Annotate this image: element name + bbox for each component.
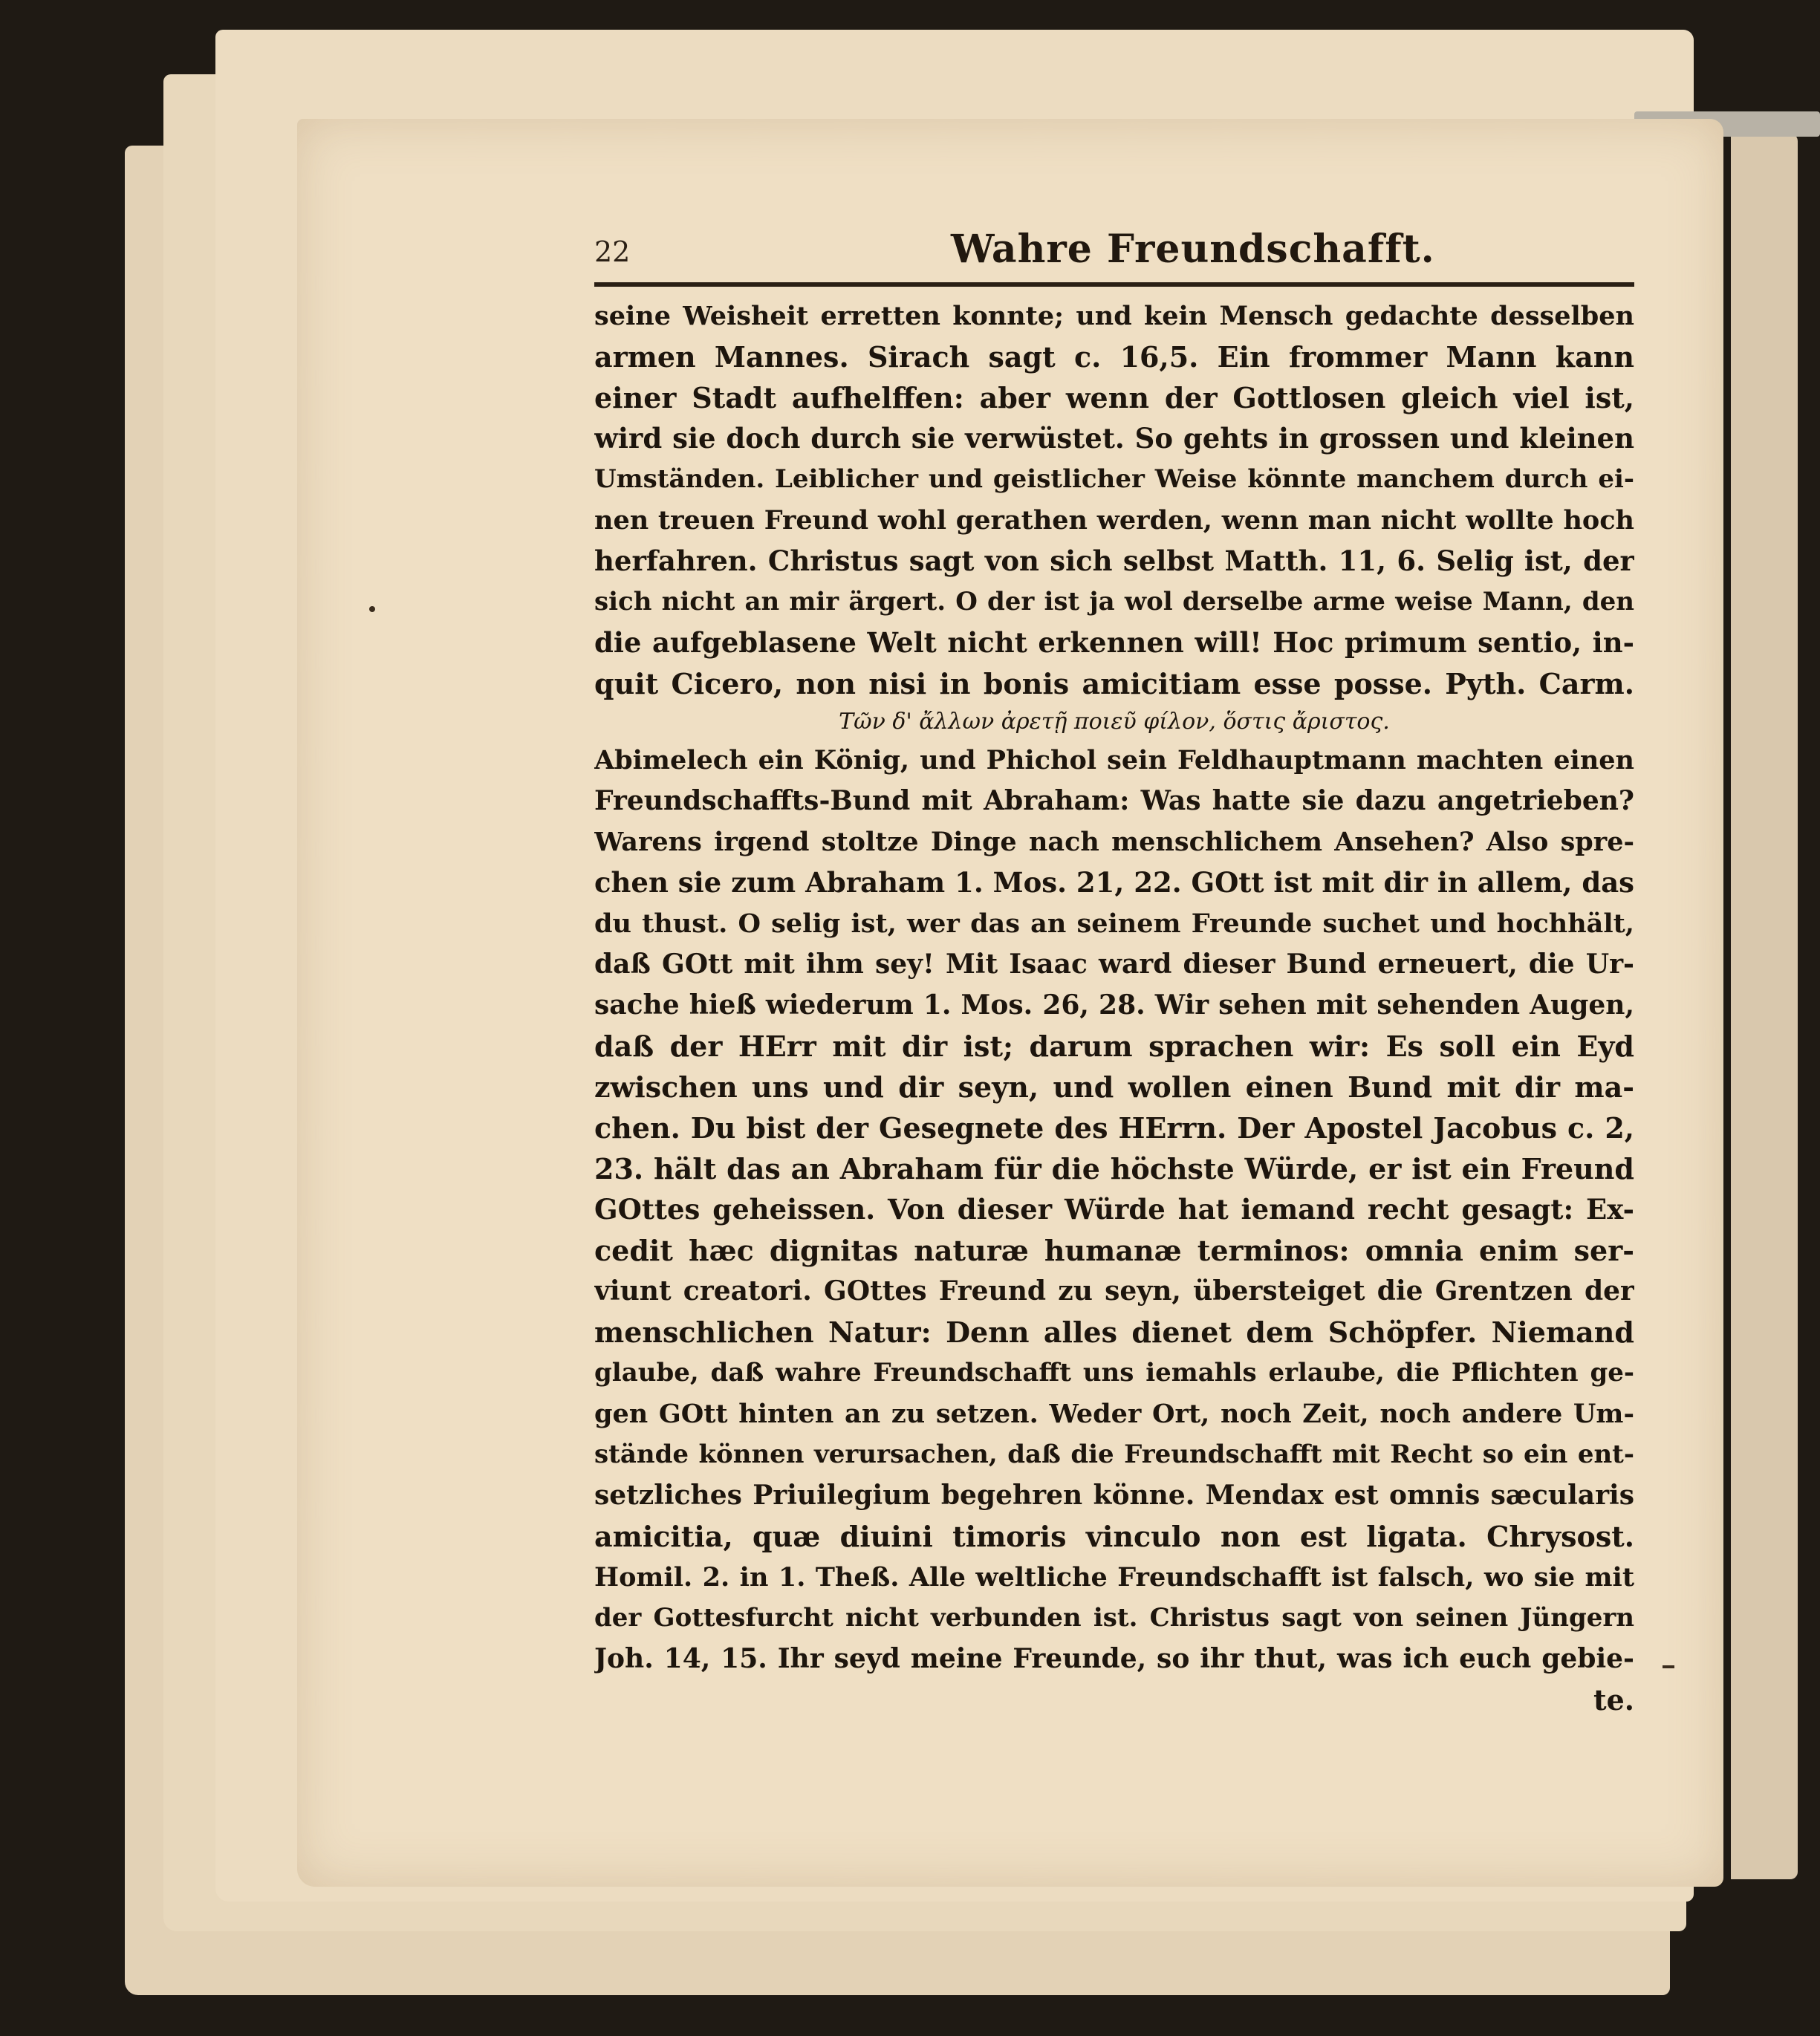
text-line: armen Mannes. Sirach sagt c. 16,5. Ein frommer Mann kann	[594, 340, 1634, 374]
text-line: wird sie doch durch sie verwüstet. So gehts in grossen und kleinen	[594, 422, 1634, 455]
greek-verse: Τῶν δ' ἄλλων ἀρετῇ ποιεῦ φίλον, ὅστις ἄριστος.	[839, 709, 1390, 735]
text-line: Freundschaffts-Bund mit Abraham: Was hatte sie dazu angetrieben?	[594, 785, 1634, 816]
text-line: die aufgeblasene Welt nicht erkennen will! Hoc primum sentio, in-	[594, 626, 1634, 659]
text-line: der Gottesfurcht nicht verbunden ist. Christus sagt von seinen Jüngern	[594, 1603, 1634, 1633]
text-line: Homil. 2. in 1. Theß. Alle weltliche Freundschafft ist falsch, wo sie mit	[594, 1562, 1634, 1593]
text-line: amicitia, quæ diuini timoris vinculo non est ligata. Chrysost.	[594, 1520, 1634, 1553]
body-text	[594, 296, 1634, 1720]
page-edge-right	[1731, 134, 1798, 1879]
text-line: glaube, daß wahre Freundschafft uns iemahls erlaube, die Pflichten ge-	[594, 1358, 1634, 1388]
margin-dash	[1663, 1665, 1674, 1668]
text-line: 23. hält das an Abraham für die höchste Würde, er ist ein Freund	[594, 1152, 1634, 1186]
text-line: einer Stadt aufhelffen: aber wenn der Gottlosen gleich viel ist,	[594, 381, 1634, 414]
text-line: daß GOtt mit ihm sey! Mit Isaac ward dieser Bund erneuert, die Ur-	[594, 949, 1634, 980]
header-rule	[594, 282, 1634, 287]
text-line: setzliches Priuilegium begehren könne. Mendax est omnis sæcularis	[594, 1480, 1634, 1511]
text-line: viunt creatori. GOttes Freund zu seyn, übersteiget die Grentzen der	[594, 1275, 1634, 1307]
text-line: menschlichen Natur: Denn alles dienet dem Schöpfer. Niemand	[594, 1315, 1634, 1349]
text-line: cedit hæc dignitas naturæ humanæ terminos: omnia enim ser-	[594, 1234, 1634, 1267]
text-line: quit Cicero, non nisi in bonis amicitiam esse posse. Pyth. Carm.	[594, 667, 1634, 700]
text-line: herfahren. Christus sagt von sich selbst Matth. 11, 6. Selig ist, der	[594, 544, 1634, 577]
text-line-final: te.	[1593, 1683, 1634, 1717]
text-line: nen treuen Freund wohl gerathen werden, wenn man nicht wollte hoch	[594, 505, 1634, 536]
text-line: zwischen uns und dir seyn, und wollen einen Bund mit dir ma-	[594, 1070, 1634, 1104]
text-line: chen. Du bist der Gesegnete des HErrn. Der Apostel Jacobus c. 2,	[594, 1111, 1634, 1145]
text-line: Abimelech ein König, und Phichol sein Feldhauptmann machten einen	[594, 745, 1634, 775]
text-line: seine Weisheit erretten konnte; und kein Mensch gedachte desselben	[594, 301, 1634, 331]
text-line: sich nicht an mir ärgert. O der ist ja wol derselbe arme weise Mann, den	[594, 587, 1634, 617]
text-line: du thust. O selig ist, wer das an seinem Freunde suchet und hochhält,	[594, 908, 1634, 939]
running-title: Wahre Freundschafft.	[951, 227, 1435, 272]
text-line: Warens irgend stoltze Dinge nach menschlichem Ansehen? Also spre-	[594, 827, 1634, 857]
text-line: Joh. 14, 15. Ihr seyd meine Freunde, so ihr thut, was ich euch gebie-	[594, 1643, 1634, 1674]
text-line: chen sie zum Abraham 1. Mos. 21, 22. GOtt ist mit dir in allem, das	[594, 866, 1634, 899]
text-line: sache hieß wiederum 1. Mos. 26, 28. Wir sehen mit sehenden Augen,	[594, 989, 1634, 1021]
text-line: gen GOtt hinten an zu setzen. Weder Ort, noch Zeit, noch andere Um-	[594, 1399, 1634, 1429]
text-line: Umständen. Leiblicher und geistlicher Weise könnte manchem durch ei-	[594, 464, 1634, 494]
page-number: 22	[594, 235, 631, 268]
text-line: stände können verursachen, daß die Freundschafft mit Recht so ein ent-	[594, 1440, 1634, 1469]
text-line: GOttes geheissen. Von dieser Würde hat iemand recht gesagt: Ex-	[594, 1193, 1634, 1226]
page-header	[594, 219, 1634, 279]
text-line: daß der HErr mit dir ist; darum sprachen wir: Es soll ein Eyd	[594, 1030, 1634, 1063]
margin-dot	[369, 606, 375, 612]
